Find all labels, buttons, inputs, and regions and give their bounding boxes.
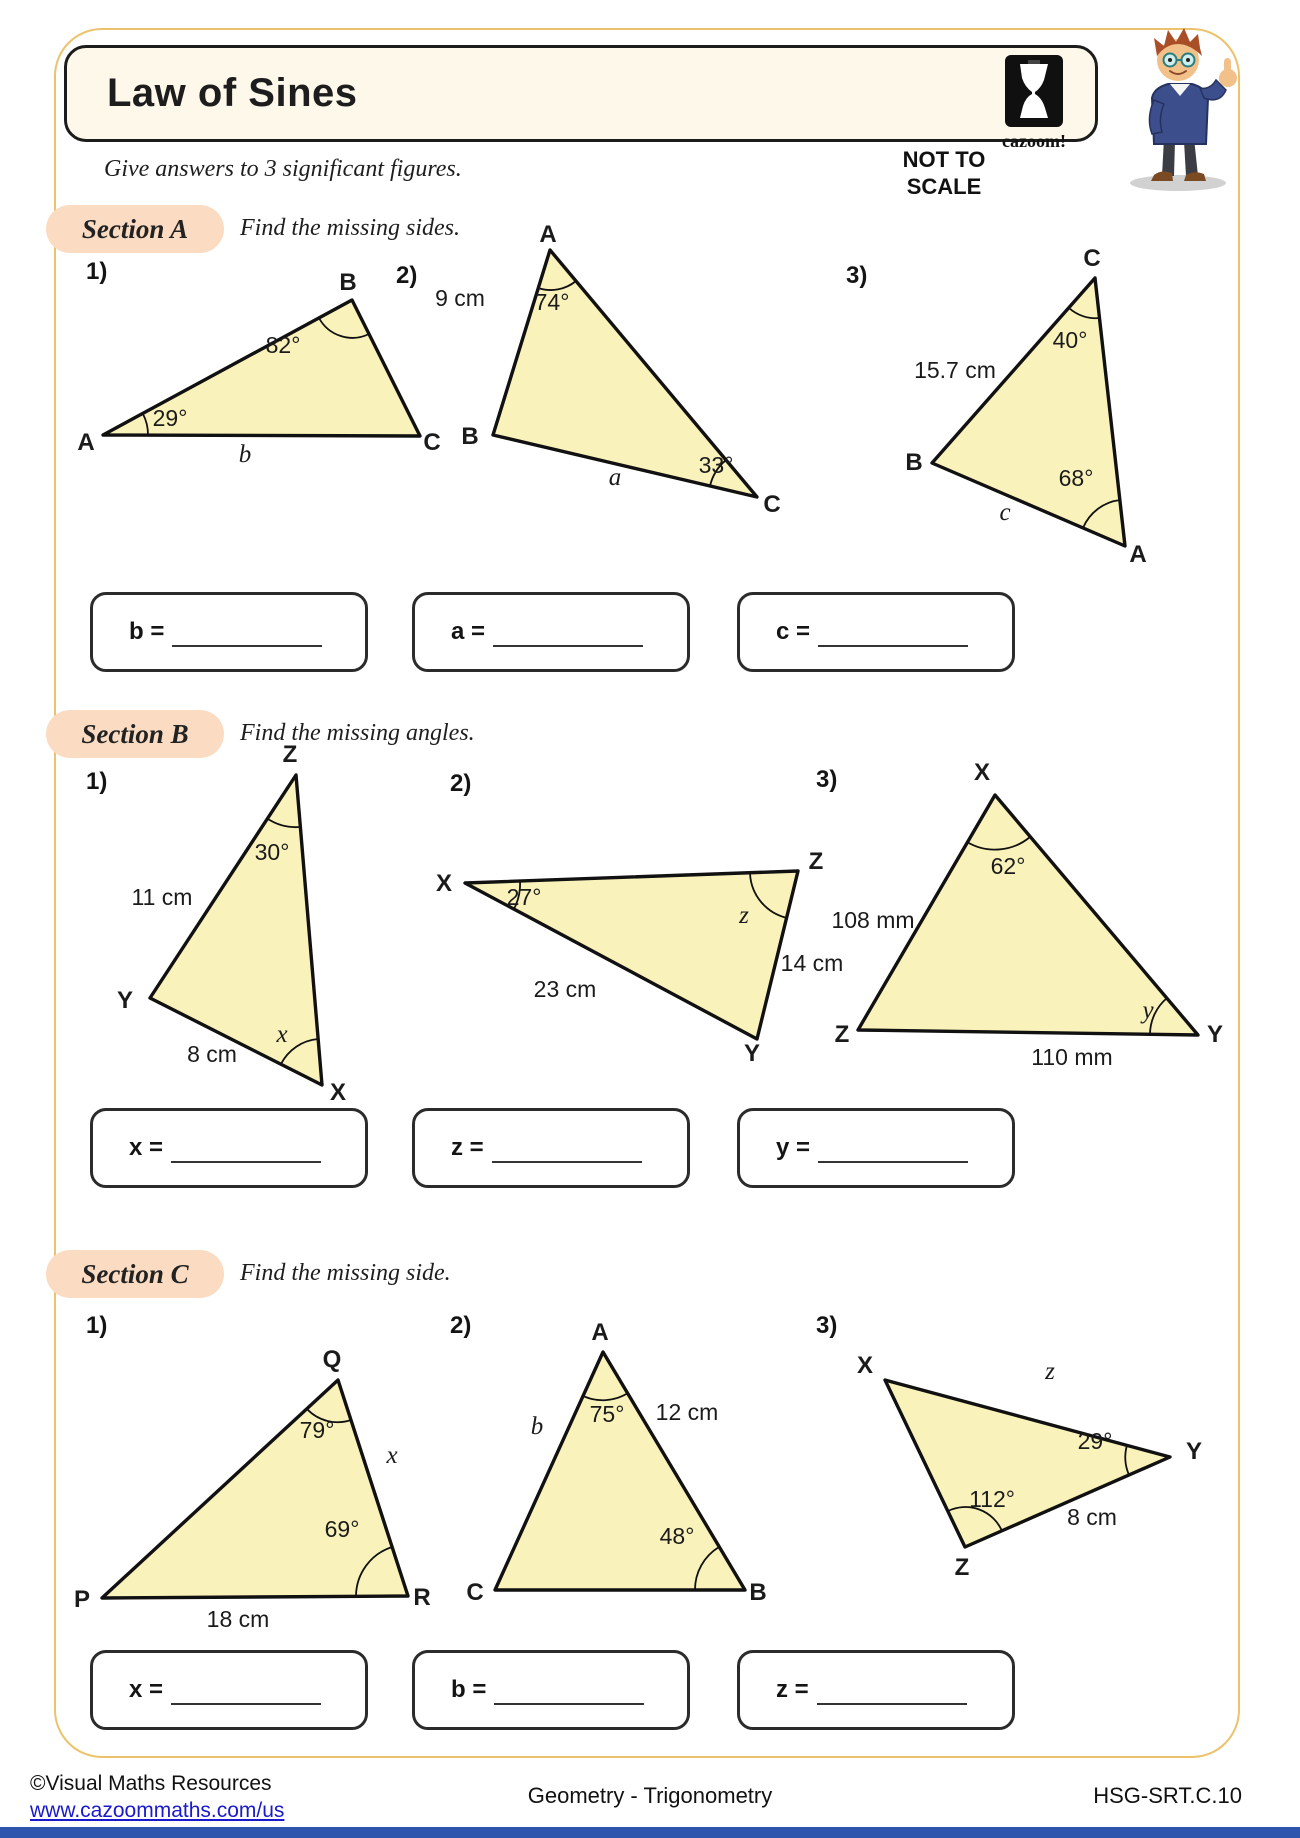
angle-value: 74°	[534, 289, 570, 315]
answer-label: b =	[129, 618, 165, 645]
vertex-label: Y	[743, 1040, 761, 1067]
vertex-label: Z	[834, 1021, 850, 1048]
side-length: 15.7 cm	[914, 357, 996, 383]
problem-number: 3)	[816, 1312, 838, 1339]
vertex-label: Z	[808, 848, 824, 875]
problem-number: 2)	[396, 262, 418, 289]
copyright-text: ©Visual Maths Resources	[30, 1772, 272, 1795]
triangle-c3	[840, 1335, 1240, 1593]
answer-label: b =	[451, 1676, 487, 1703]
vertex-label: C	[466, 1579, 484, 1606]
section-a-instruction: Find the missing sides.	[240, 215, 460, 241]
answer-label: a =	[451, 618, 486, 645]
side-label: c	[999, 499, 1011, 526]
not-to-scale-line1: NOT TO	[902, 147, 986, 172]
vertex-label: Z	[282, 741, 298, 768]
triangle-shape	[495, 1352, 745, 1590]
answer-label: x =	[129, 1134, 164, 1161]
mascot-character-illustration	[1112, 26, 1252, 194]
side-length: 14 cm	[780, 950, 844, 976]
angle-value: 68°	[1058, 465, 1094, 491]
angle-unknown: y	[1142, 997, 1154, 1024]
vertex-label: P	[73, 1586, 91, 1613]
angle-value: 48°	[659, 1523, 695, 1549]
vertex-label: Q	[322, 1346, 342, 1373]
side-length: 8 cm	[1067, 1504, 1117, 1530]
cazoom-logo	[999, 54, 1069, 152]
section-b-label: Section B	[46, 710, 224, 758]
answer-box[interactable]	[90, 1650, 368, 1730]
subject-text: Geometry - Trigonometry	[527, 1783, 773, 1808]
side-label: x	[386, 1442, 398, 1469]
page-title: Law of Sines	[107, 71, 358, 115]
answer-box[interactable]	[412, 1108, 690, 1188]
angle-value: 112°	[969, 1486, 1015, 1512]
answer-blank-line[interactable]	[817, 1675, 967, 1705]
vertex-label: X	[973, 759, 991, 786]
angle-value: 82°	[265, 332, 301, 358]
triangle-shape	[103, 300, 420, 436]
side-label: z	[1045, 1358, 1055, 1385]
section-b-instruction: Find the missing angles.	[240, 720, 475, 746]
triangle-a2	[420, 221, 790, 518]
problem-number: 3)	[846, 262, 868, 289]
answer-blank-line[interactable]	[494, 1675, 644, 1705]
answer-box[interactable]	[90, 1108, 368, 1188]
answer-label: z =	[776, 1676, 809, 1703]
not-to-scale-note	[884, 146, 1004, 200]
angle-value: 40°	[1052, 327, 1088, 353]
answer-label: c =	[776, 618, 811, 645]
section-a-label: Section A	[46, 205, 224, 253]
vertex-label: C	[1083, 245, 1101, 272]
hourglass-icon	[1004, 54, 1064, 128]
answer-box[interactable]	[412, 1650, 690, 1730]
problem-number: 1)	[86, 768, 108, 795]
answer-blank-line[interactable]	[818, 1133, 968, 1163]
side-length: 11 cm	[131, 884, 193, 910]
answer-label: z =	[451, 1134, 484, 1161]
answer-box[interactable]	[90, 592, 368, 672]
answer-box[interactable]	[737, 1650, 1015, 1730]
angle-unknown: x	[276, 1021, 288, 1048]
angle-value: 75°	[589, 1401, 625, 1427]
problem-number: 1)	[86, 1312, 108, 1339]
side-length: 8 cm	[187, 1041, 237, 1067]
angle-value: 79°	[299, 1417, 335, 1443]
answer-box[interactable]	[737, 592, 1015, 672]
angle-value: 29°	[1077, 1428, 1113, 1454]
vertex-label: Y	[1185, 1438, 1203, 1465]
answer-label: y =	[776, 1134, 811, 1161]
standard-code: HSG-SRT.C.10	[1093, 1783, 1242, 1808]
vertex-label: B	[905, 449, 923, 476]
answer-blank-line[interactable]	[171, 1133, 321, 1163]
side-length: 12 cm	[655, 1399, 719, 1425]
vertex-label: C	[763, 491, 781, 518]
answer-label: x =	[129, 1676, 164, 1703]
side-length: 110 mm	[1031, 1044, 1113, 1070]
angle-value: 27°	[506, 884, 542, 910]
vertex-label: B	[339, 269, 357, 296]
triangle-a3	[880, 228, 1210, 568]
problem-number: 1)	[86, 258, 108, 285]
answer-blank-line[interactable]	[493, 617, 643, 647]
answer-blank-line[interactable]	[172, 617, 322, 647]
triangle-b1	[100, 740, 380, 1112]
main-instruction: Give answers to 3 significant figures.	[104, 156, 462, 182]
triangle-shape	[885, 1380, 1170, 1547]
triangle-shape	[150, 775, 322, 1085]
triangle-b3	[810, 759, 1240, 1077]
side-label: b	[530, 1413, 544, 1440]
vertex-label: Z	[954, 1554, 970, 1581]
triangle-c1	[70, 1335, 450, 1630]
vertex-label: Y	[1206, 1021, 1224, 1048]
side-length: 18 cm	[206, 1606, 270, 1632]
vertex-label: C	[423, 429, 441, 456]
angle-value: 69°	[324, 1516, 360, 1542]
vertex-label: R	[413, 1584, 431, 1611]
side-length: 9 cm	[435, 285, 485, 311]
side-length: 23 cm	[533, 976, 597, 1002]
vertex-label: A	[1129, 541, 1147, 568]
side-length: 108 mm	[831, 907, 915, 933]
vertex-label: B	[461, 423, 479, 450]
bottom-blue-bar	[0, 1827, 1300, 1838]
angle-value: 30°	[254, 839, 290, 865]
problem-number: 2)	[450, 1312, 472, 1339]
answer-blank-line[interactable]	[492, 1133, 642, 1163]
answer-blank-line[interactable]	[818, 617, 968, 647]
not-to-scale-line2: SCALE	[906, 174, 982, 199]
website-link[interactable]: www.cazoommaths.com/us	[30, 1799, 285, 1822]
section-c-instruction: Find the missing side.	[240, 1260, 451, 1286]
vertex-label: Y	[116, 987, 134, 1014]
triangle-a1	[70, 250, 441, 468]
triangle-c2	[455, 1319, 785, 1612]
vertex-label: A	[591, 1319, 609, 1346]
side-label: a	[608, 464, 622, 491]
header-title-box	[64, 45, 1098, 151]
vertex-label: A	[539, 221, 557, 248]
triangle-b2	[430, 845, 860, 1070]
side-label: b	[238, 441, 252, 468]
triangle-shape	[102, 1380, 408, 1598]
angle-unknown: z	[739, 902, 749, 929]
vertex-label: X	[435, 870, 453, 897]
section-c-label: Section C	[46, 1250, 224, 1298]
angle-value: 62°	[990, 853, 1026, 879]
answer-blank-line[interactable]	[171, 1675, 321, 1705]
vertex-label: B	[749, 1579, 767, 1606]
vertex-label: X	[856, 1352, 874, 1379]
angle-value: 29°	[152, 405, 188, 431]
answer-box[interactable]	[412, 592, 690, 672]
answer-box[interactable]	[737, 1108, 1015, 1188]
problem-number: 2)	[450, 770, 472, 797]
cazoom-brand-text: cazoom!	[1002, 131, 1066, 151]
vertex-label: X	[329, 1079, 347, 1106]
angle-value: 33°	[698, 452, 734, 478]
problem-number: 3)	[816, 766, 838, 793]
vertex-label: A	[77, 429, 95, 456]
